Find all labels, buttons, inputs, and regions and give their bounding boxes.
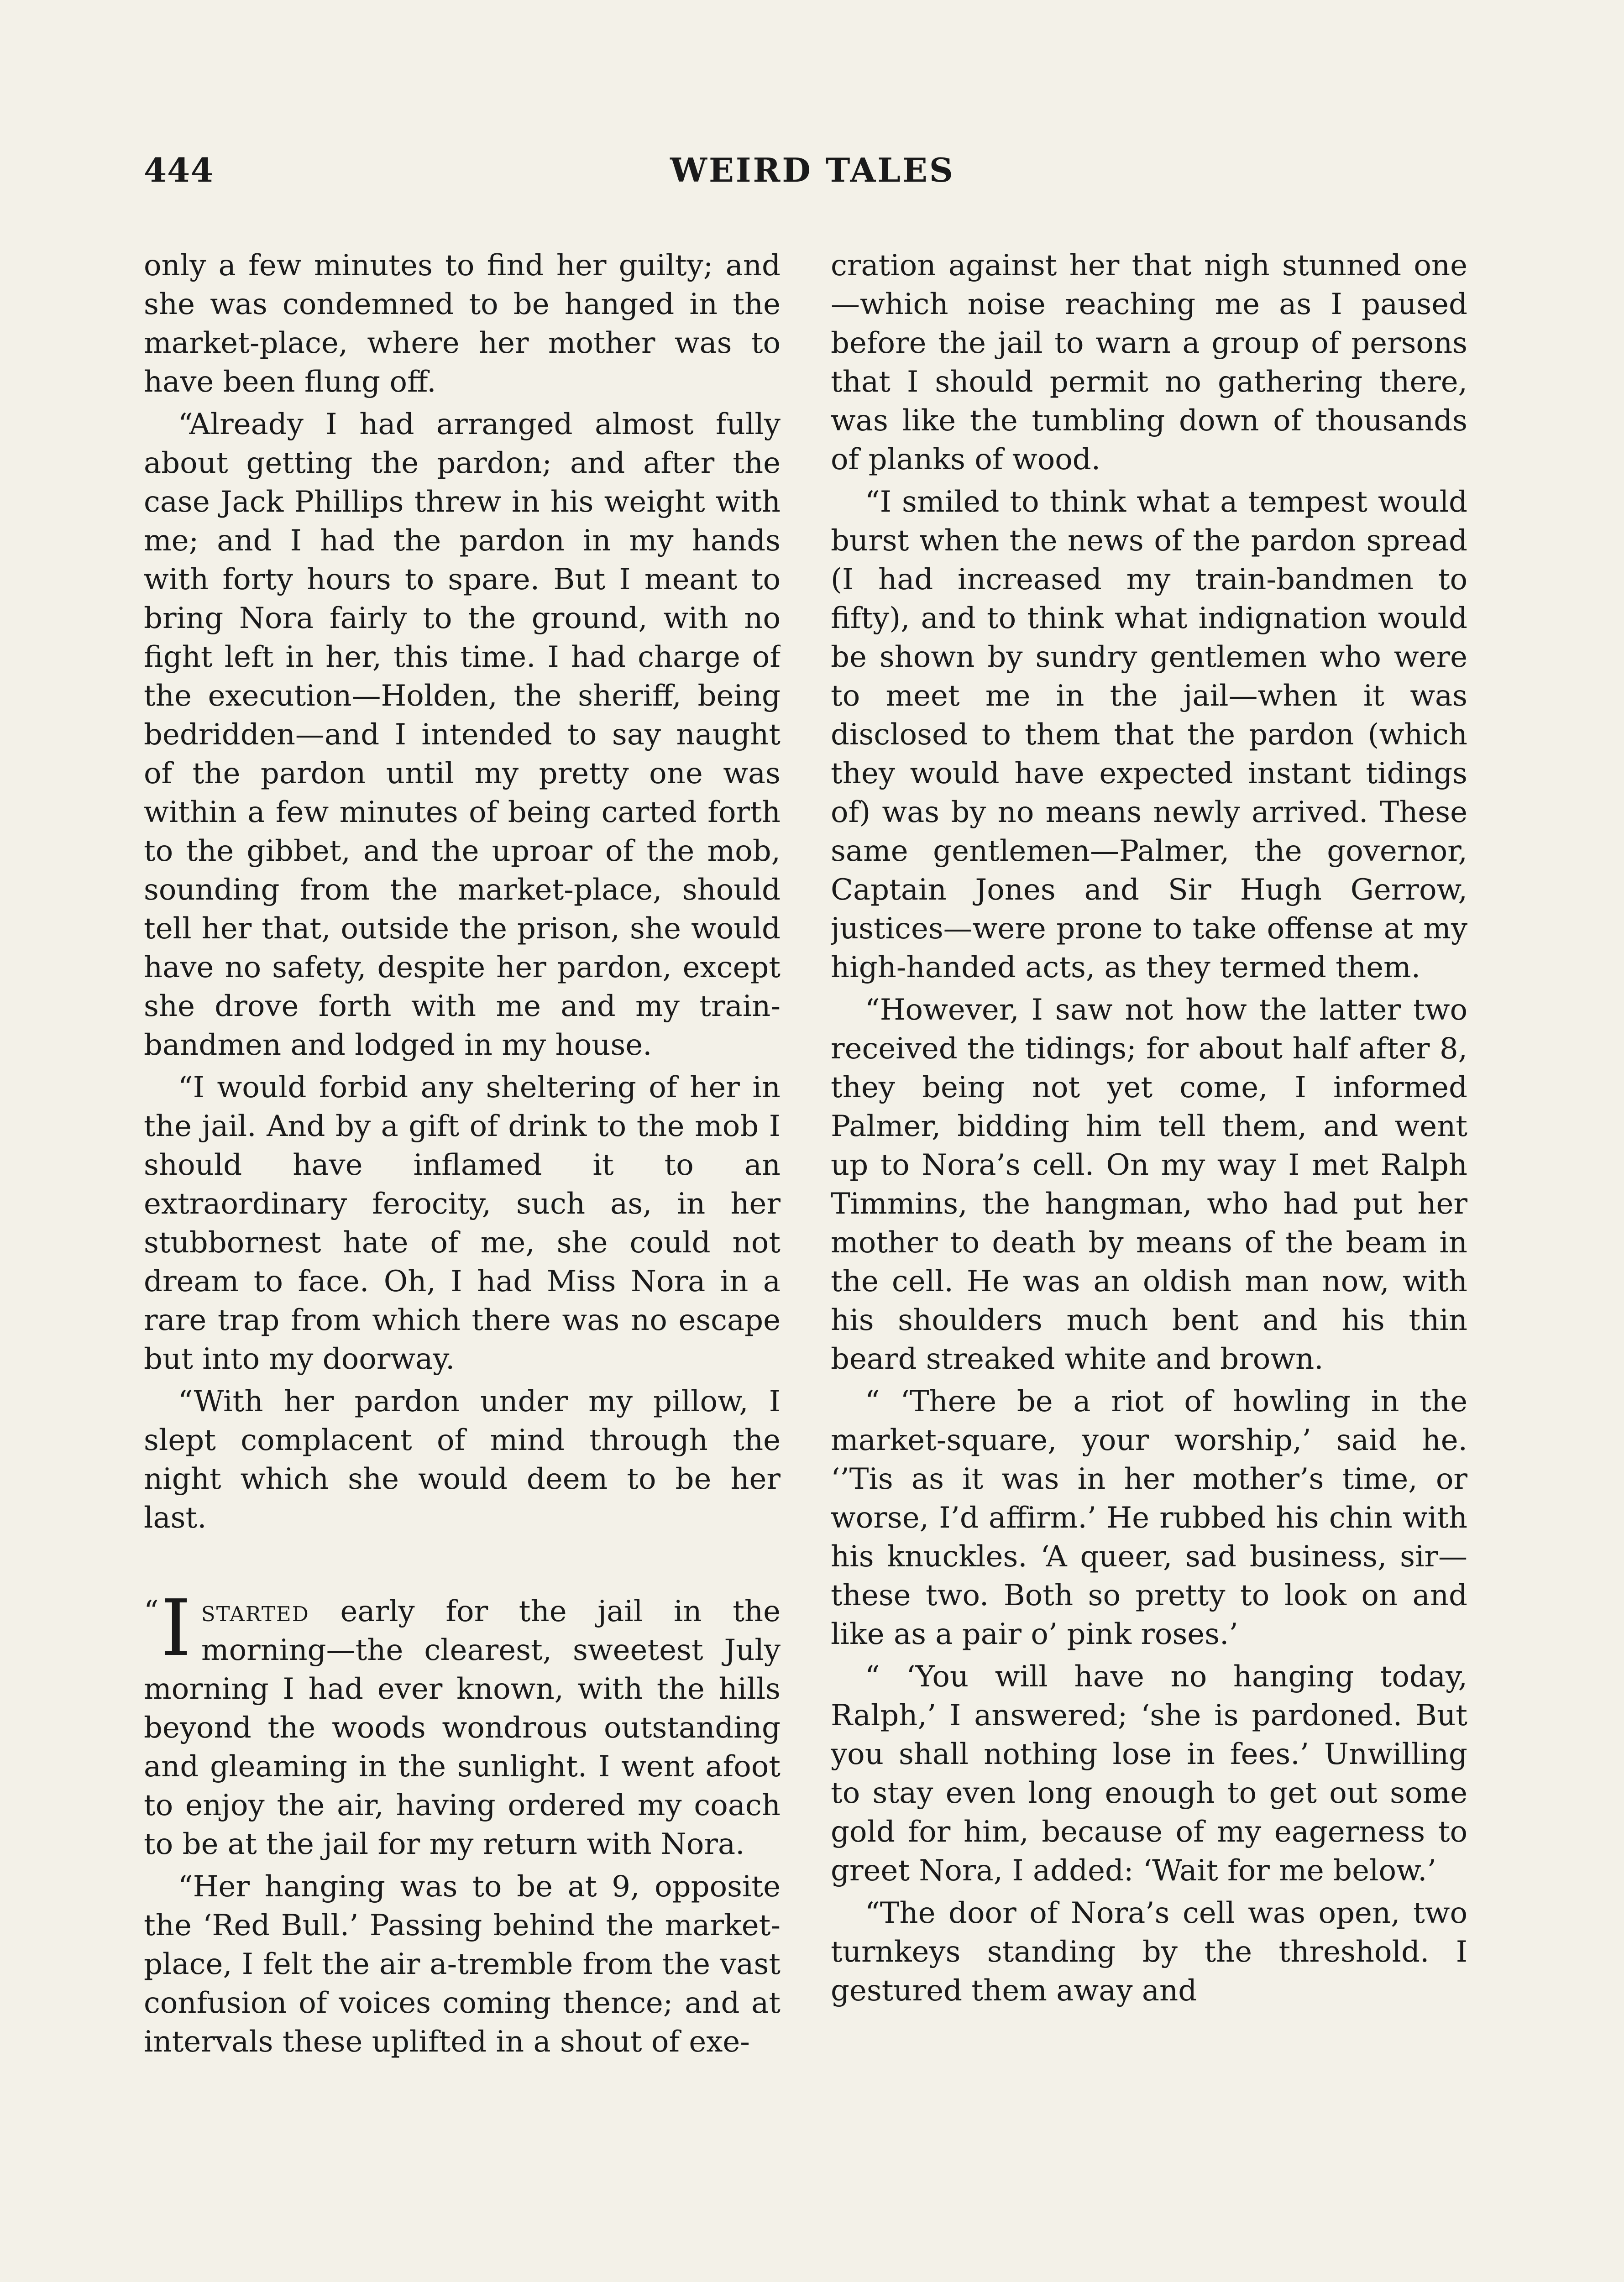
paragraph: “The door of Nora’s cell was open, two turnkeys standing by the threshold. I gestured them away and [831, 1896, 1467, 2008]
paragraph: “ ‘You will have no hanging today, Ralph,’ I answered; ‘she is pardoned. But you shall nothing lose in fees.’ Unwilling to stay even long enough to get out some gold for him, because of my eagerness to greet Nora, I added: ‘Wait for me below.’ [831, 1660, 1467, 1888]
page-number: 444 [144, 151, 214, 189]
paragraph: “However, I saw not how the latter two received the tidings; for about half after 8, they being not yet come, I informed Palmer, bidding him tell them, and went up to Nora’s cell. On my way I met Ralph Timmins, the hangman, who had put her mother to death by means of the beam in the cell. He was an oldish man now, with his shoulders much bent and his thin beard streaked white and brown. [831, 993, 1467, 1376]
running-title: WEIRD TALES [670, 151, 955, 189]
left-column [144, 246, 781, 2282]
opening-quote: “ [144, 1595, 159, 1628]
page-header [144, 151, 1481, 201]
section-opening-paragraph [144, 1583, 781, 1864]
right-column [831, 246, 1467, 2282]
paragraph: cration against her that nigh stunned one—which noise reaching me as I paused before the jail to warn a group of persons that I should permit no gathering there, was like the tumbling down of thousands of planks of wood. [831, 249, 1467, 476]
paragraph: only a few minutes to find her guilty; and she was condemned to be hanged in the market-place, where her mother was to have been flung off. [144, 249, 781, 399]
paragraph: “I would forbid any sheltering of her in the jail. And by a gift of drink to the mob I should have inflamed it to an extraordinary ferocity, such as, in her stubbornest hate of me, she could not dream to face. Oh, I had Miss Nora in a rare trap from which there was no escape but into my doorway. [144, 1071, 781, 1376]
paragraph: “I smiled to think what a tempest would burst when the news of the pardon spread (I had increased my train-bandmen to fifty), and to think what indignation would be shown by sundry gentlemen who were to meet me in the jail—when it was disclosed to them that the pardon (which they would have expected instant tidings of) was by no means newly arrived. These same gentlemen—Palmer, the governor, Captain Jones and Sir Hugh Gerrow, justices—were prone to take offense at my high-handed acts, as they termed them. [831, 485, 1467, 984]
paragraph: “ ‘There be a riot of howling in the market-square, your worship,’ said he. ‘’Tis as it was in her mother’s time, or worse, I’d affirm.’ He rubbed his chin with his knuckles. ‘A queer, sad business, sir—these two. Both so pretty to look on and like as a pair o’ pink roses.’ [831, 1385, 1467, 1651]
small-caps-word: started [201, 1595, 309, 1628]
paragraph: “With her pardon under my pillow, I slept complacent of mind through the night which she would deem to be her last. [144, 1385, 781, 1535]
paragraph: “Already I had arranged almost fully about getting the pardon; and after the case Jack Phillips threw in his weight with me; and I had the pardon in my hands with forty hours to spare. But I meant to bring Nora fairly to the ground, with no fight left in her, this time. I had charge of the execution—Holden, the sheriff, being bedridden—and I intended to say naught of the pardon until my pretty one was within a few minutes of being carted forth to the gibbet, and the uproar of the mob, sounding from the market-place, should tell her that, outside the prison, she would have no safety, despite her pardon, except she drove forth with me and my train-bandmen and lodged in my house. [144, 408, 781, 1062]
drop-cap: I [160, 1583, 191, 1674]
paragraph: “Her hanging was to be at 9, opposite the ‘Red Bull.’ Passing behind the market-place, I felt the air a-tremble from the vast confusion of voices coming thence; and at intervals these uplifted in a shout of exe- [144, 1870, 781, 2059]
paragraph-text: early for the jail in the morning—the clearest, sweetest July morning I had ever known, with the hills beyond the woods wondrous outstanding and gleaming in the sunlight. I went afoot to enjoy the air, having ordered my coach to be at the jail for my return with Nora. [144, 1595, 781, 1861]
